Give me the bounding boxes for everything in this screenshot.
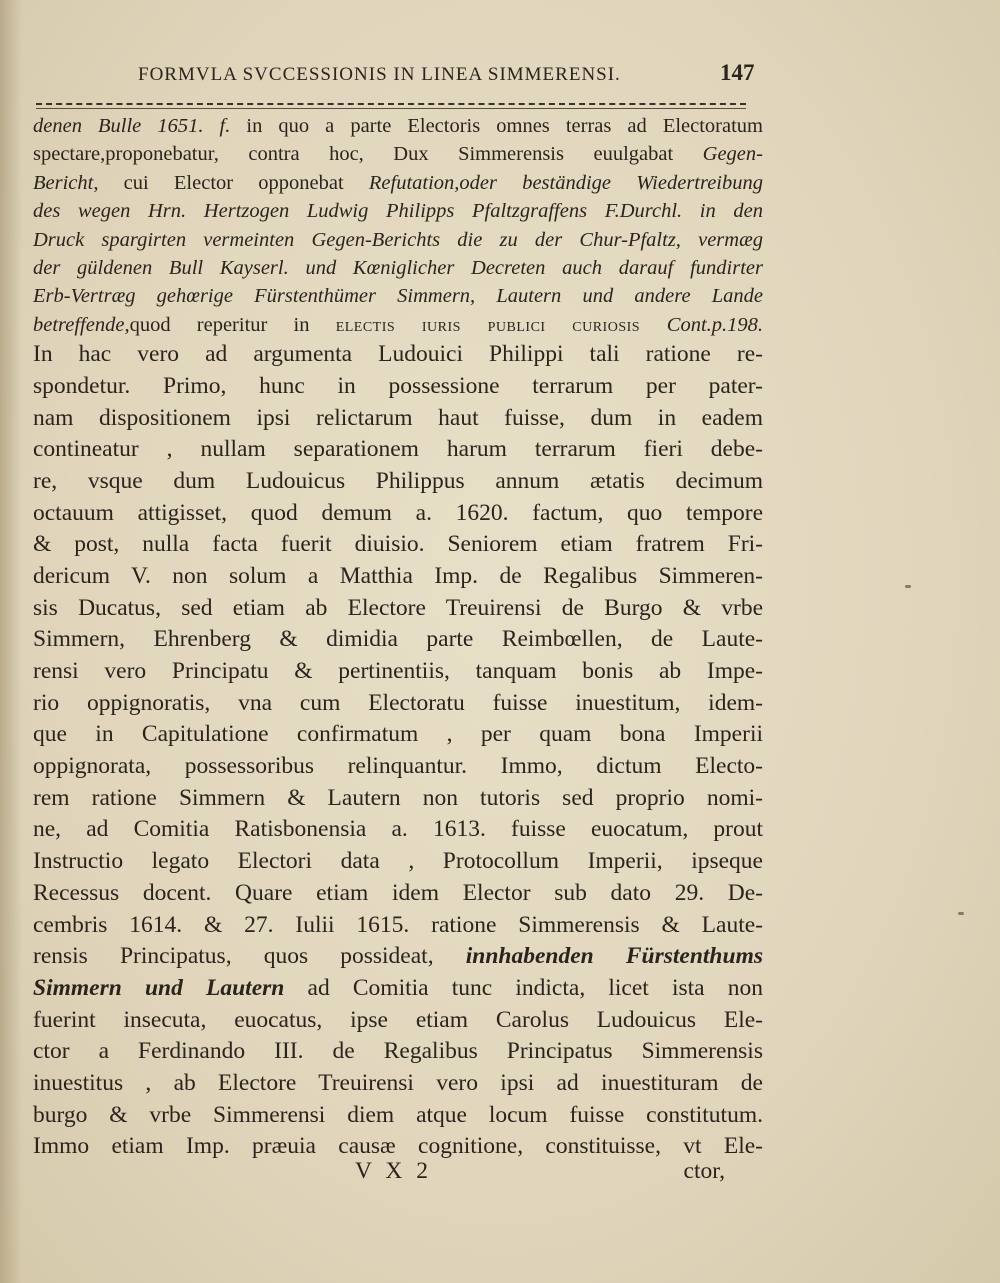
- page-number: 147: [720, 60, 755, 85]
- text-segment: inuestitus , ab Electore Treuirensi vero ipsi ad inuestituram de: [33, 1069, 763, 1096]
- text-segment: que in Capitulatione confirmatum , per quam bona Imperii: [33, 721, 763, 748]
- text-segment: Simmern, Ehrenberg & dimidia parte Reimbœllen, de Laute-: [33, 626, 763, 653]
- running-title: FORMVLA SVCCESSIONIS IN LINEA SIMMERENSI.: [138, 64, 621, 85]
- text-line: [33, 719, 763, 751]
- text-line: [33, 140, 763, 168]
- text-segment: sis Ducatus, sed etiam ab Electore Treuirensi de Burgo & vrbe: [33, 594, 763, 621]
- text-line: [33, 941, 763, 973]
- text-segment: rensi vero Principatu & pertinentiis, tanquam bonis ab Impe-: [33, 658, 763, 684]
- text-line: [33, 371, 763, 403]
- catchword: ctor,: [683, 1158, 725, 1184]
- text-segment: Simmern und Lautern: [33, 974, 308, 1001]
- text-line: [33, 112, 763, 140]
- text-segment: Instructio legato Electori data , Protocollum Imperii, ipseque: [33, 848, 763, 875]
- text-segment: spondetur. Primo, hunc in possessione terrarum per pater-: [33, 372, 763, 399]
- text-segment: & post, nulla facta fuerit diuisio. Seniorem etiam fratrem Fri-: [33, 531, 763, 558]
- text-segment: oppignorata, possessoribus relinquantur. Immo, dictum Electo-: [33, 753, 763, 780]
- text-segment: in quo a parte Electoris omnes terras ad Electoratum: [246, 115, 764, 137]
- text-line: [33, 197, 763, 225]
- text-segment: In hac vero ad argumenta Ludouici Philippi tali ratione re-: [33, 341, 763, 368]
- text-line: [33, 282, 763, 310]
- text-segment: des wegen Hrn. Hertzogen Ludwig Philipps Pfaltzgraffens F.Durchl. in den: [33, 200, 763, 223]
- text-segment: dericum V. non solum a Matthia Imp. de Regalibus Simmeren-: [33, 562, 763, 589]
- text-line: [33, 624, 763, 656]
- paper-speck: [905, 585, 911, 588]
- text-segment: innhabenden Fürstenthums: [465, 943, 763, 970]
- text-segment: burgo & vrbe Simmerensi diem atque locum fuisse constitutum.: [33, 1101, 763, 1128]
- text-line: [33, 1036, 763, 1068]
- text-segment: ne, ad Comitia Ratisbonensia a. 1613. fuisse euocatum, prout: [33, 816, 763, 843]
- text-line: [33, 226, 763, 254]
- header-rule: [36, 108, 746, 109]
- page-footer: [33, 1158, 763, 1192]
- text-segment: Recessus docent. Quare etiam idem Elector sub dato 29. De-: [33, 879, 763, 906]
- text-line: [33, 339, 763, 371]
- text-line: [33, 878, 763, 910]
- text-segment: fuerint insecuta, euocatus, ipse etiam Carolus Ludouicus Ele-: [33, 1006, 763, 1033]
- text-segment: quod reperitur in: [129, 313, 336, 336]
- quoted-title-block: [33, 112, 763, 339]
- text-line: [33, 1100, 763, 1132]
- text-segment: der güldenen Bull Kayserl. und Kœniglicher Decreten auch darauf fundirter: [33, 256, 763, 279]
- text-segment: nam dispositionem ipsi relictarum haut fuisse, dum in eadem: [33, 404, 763, 431]
- text-line: [33, 561, 763, 593]
- header-rule-dashed: [36, 103, 746, 105]
- text-segment: spectare,proponebatur, contra hoc, Dux Simmerensis euulgabat: [33, 143, 703, 166]
- text-segment: Immo etiam Imp. præuia causæ cognitione, constituisse, vt Ele-: [33, 1133, 763, 1160]
- text-line: [33, 814, 763, 846]
- text-line: [33, 688, 763, 720]
- text-line: [33, 1068, 763, 1100]
- signature-mark: V X 2: [355, 1158, 433, 1184]
- text-line: [33, 1005, 763, 1037]
- text-line: [33, 783, 763, 815]
- text-segment: ad Comitia tunc indicta, licet ista non: [307, 974, 764, 1001]
- text-segment: Refutation,oder beständige Wiedertreibung: [368, 171, 763, 194]
- text-segment: rem ratione Simmern & Lautern non tutoris sed proprio nomi-: [33, 784, 763, 811]
- text-segment: Bericht,: [33, 171, 124, 194]
- text-line: [33, 656, 763, 688]
- text-segment: ctor a Ferdinando III. de Regalibus Principatus Simmerensis: [33, 1038, 763, 1065]
- text-line: [33, 466, 763, 498]
- text-line: [33, 311, 763, 339]
- text-segment: Cont.p.198.: [666, 313, 764, 336]
- text-line: [33, 846, 763, 878]
- text-line: [33, 434, 763, 466]
- text-segment: re, vsque dum Ludouicus Philippus annum ætatis decimum: [33, 467, 763, 494]
- text-segment: cui Elector opponebat: [123, 171, 369, 194]
- text-segment: betreffende,: [33, 313, 130, 336]
- text-line: [33, 910, 763, 942]
- text-segment: denen Bulle 1651. f.: [33, 115, 247, 137]
- text-line: [33, 498, 763, 530]
- text-segment: Erb-Vertræg gehœrige Fürstenthümer Simmern, Lautern und andere Lande: [33, 285, 763, 308]
- text-block: [33, 112, 763, 1163]
- text-segment: contineatur , nullam separationem harum terrarum fieri debe-: [33, 436, 763, 463]
- text-line: [33, 593, 763, 625]
- text-segment: rio oppignoratis, vna cum Electoratu fuisse inuestitum, idem-: [33, 689, 763, 716]
- text-segment: electis iuris publici curiosis: [335, 313, 667, 336]
- paper-speck: [958, 912, 964, 915]
- text-line: [33, 751, 763, 783]
- text-segment: cembris 1614. & 27. Iulii 1615. ratione Simmerensis & Laute-: [33, 911, 763, 938]
- text-line: [33, 529, 763, 561]
- text-segment: Gegen-: [702, 143, 763, 166]
- text-segment: octauum attigisset, quod demum a. 1620. factum, quo tempore: [33, 499, 763, 526]
- page-header: [138, 60, 778, 96]
- text-line: [33, 169, 763, 197]
- text-line: [33, 403, 763, 435]
- text-segment: Druck spargirten vermeinten Gegen-Berichts die zu der Chur-Pfaltz, vermæg: [33, 228, 763, 251]
- text-segment: rensis Principatus, quos possideat,: [33, 943, 466, 970]
- text-line: [33, 973, 763, 1005]
- body-paragraph: [33, 339, 763, 1163]
- text-line: [33, 254, 763, 282]
